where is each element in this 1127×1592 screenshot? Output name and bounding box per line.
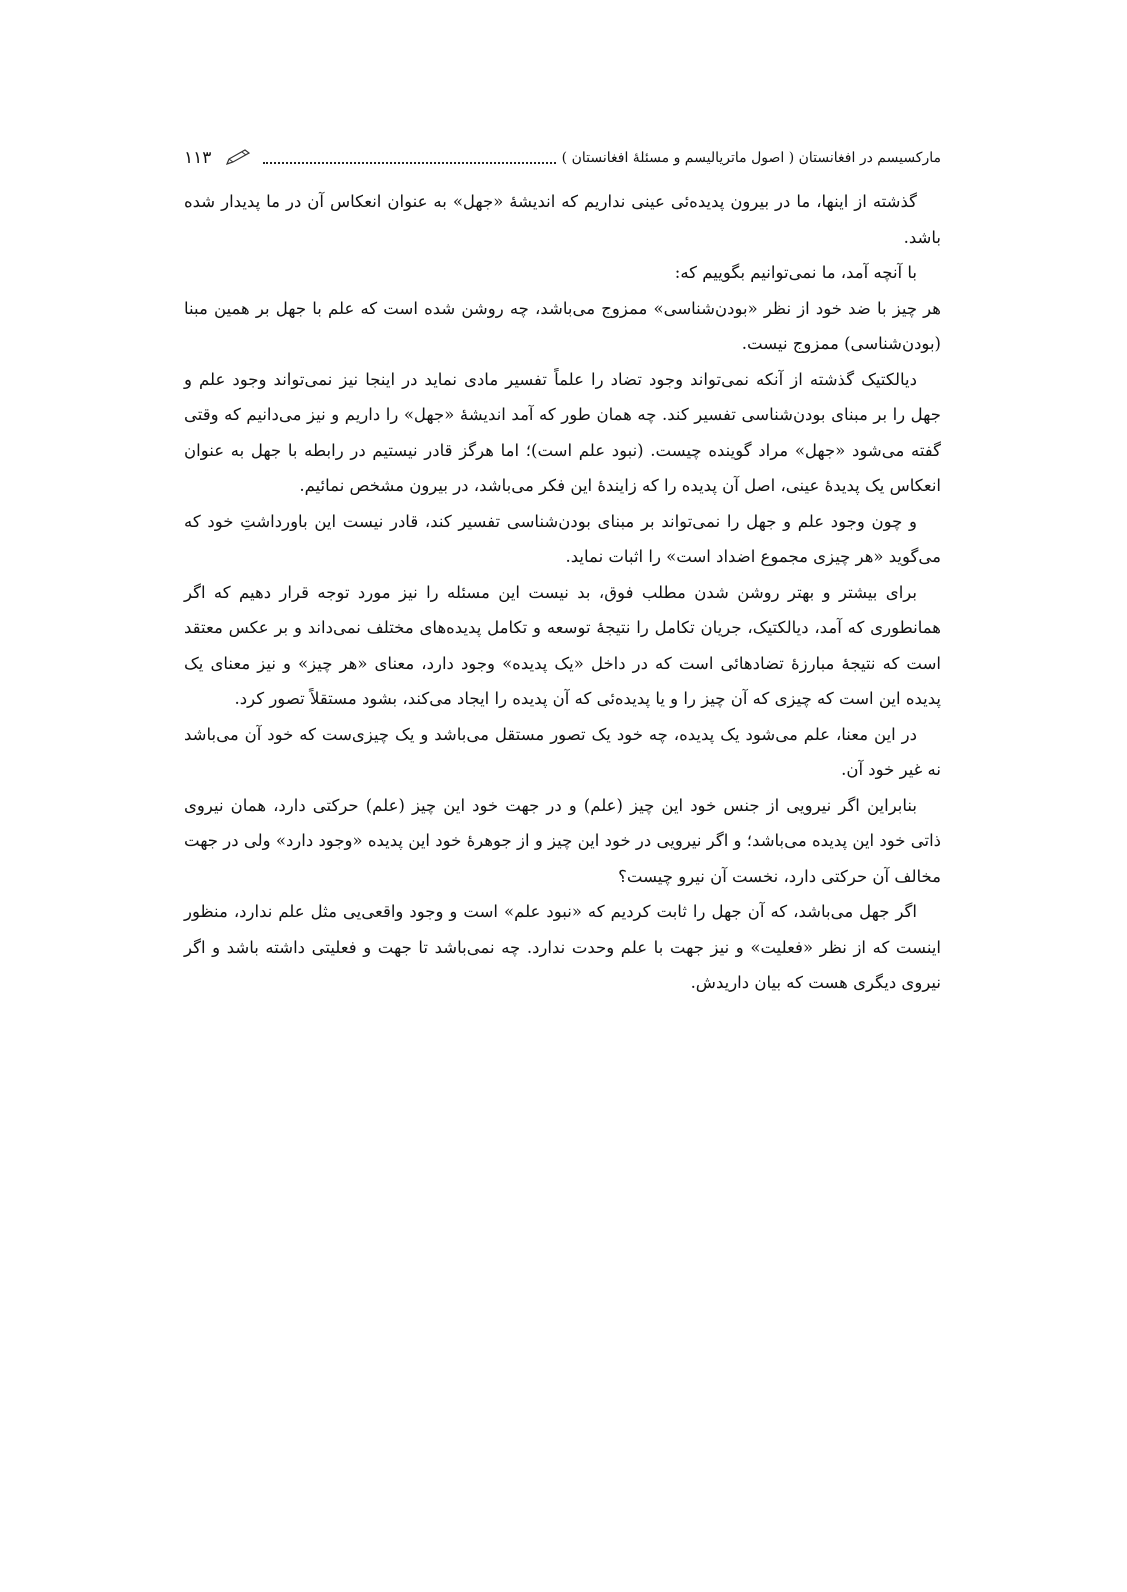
paragraph-9: اگر جهل می‌باشد، که آن جهل را ثابت کردیم که «نبود علم» است و وجود واقعی‌یی مثل علم ندارد، منظور اینست که از نظر «فعلیت» و نیز جهت با علم وحدت ندارد. چه نمی‌باشد تا جهت و فعلیتی داشته باشد و اگر نیروی دیگری هست که بیان داریدش. [184,902,941,992]
paragraph-2: با آنچه آمد، ما نمی‌توانیم بگوییم که: [674,263,917,282]
body-text [184,184,941,1001]
paragraph-7: در این معنا، علم می‌شود یک پدیده، چه خود یک تصور مستقل می‌باشد و یک چیزی‌ست که خود آن می‌باشد نه غیر خود آن. [184,724,941,779]
running-header-title: مارکسیسم در افغانستان ( اصول ماتریالیسم و مسئلۀ افغانستان ) [561,150,941,166]
pen-icon [225,148,253,166]
paragraph-8: بنابراین اگر نیرویی از جنس خود این چیز (علم) و در جهت خود این چیز (علم) حرکتی دارد، همان نیروی ذاتی خود این پدیده می‌باشد؛ و اگر نیرویی در خود این چیز و از جوهرۀ خود این پدیده «وجود دارد» ولی در جهت مخالف آن حرکتی دارد، نخست آن نیرو چیست؟ [184,795,941,886]
page-number: ۱۱۳ [184,148,212,168]
paragraph-3: هر چیز با ضد خود از نظر «بودن‌شناسی» ممزوج می‌باشد، چه روشن شده است که علم با جهل بر همین مبنا (بودن‌شناسی) ممزوج نیست. [184,298,941,353]
paragraph-1: گذشته از اینها، ما در بیرون پدیده‌ئی عینی نداریم که اندیشۀ «جهل» به عنوان انعکاس آن در ما پدیدار شده باشد. [184,192,941,247]
paragraph-4: دیالکتیک گذشته از آنکه نمی‌تواند وجود تضاد را علماً تفسیر مادی نماید در اینجا نیز نمی‌تواند وجود علم و جهل را بر مبنای بودن‌شناسی تفسیر کند. چه همان طور که آمد اندیشۀ «جهل» را داریم و نیز می‌دانیم که وقتی گفته می‌شود «جهل» مراد گوینده چیست. (نبود علم است)؛ اما هرگز قادر نیستیم در رابطه با جهل به عنوان انعکاس یک پدیدۀ عینی، اصل آن پدیده را که زایندۀ این فکر می‌باشد، در بیرون مشخص نمائیم. [184,369,941,495]
running-header [184,142,941,168]
paragraph-6: برای بیشتر و بهتر روشن شدن مطلب فوق، بد نیست این مسئله را نیز مورد توجه قرار دهیم که اگر همانطوری که آمد، دیالکتیک، جریان تکامل را نتیجۀ توسعه و تکامل پدیده‌های مختلف نمی‌داند و بر عکس معتقد است که نتیجۀ مبارزۀ تضادهائی است که در داخل «یک پدیده» وجود دارد، معنای «هر چیز» و نیز معنای یک پدیده این است که چیزی که آن چیز را و یا پدیده‌ئی که آن پدیده را ایجاد می‌کند، بشود مستقلاً تصور کرد. [184,582,941,708]
leader-dots [263,161,555,164]
paragraph-5: و چون وجود علم و جهل را نمی‌تواند بر مبنای بودن‌شناسی تفسیر کند، قادر نیست این باورداشتِ خود که می‌گوید «هر چیزی مجموع اضداد است» را اثبات نماید. [184,511,941,566]
